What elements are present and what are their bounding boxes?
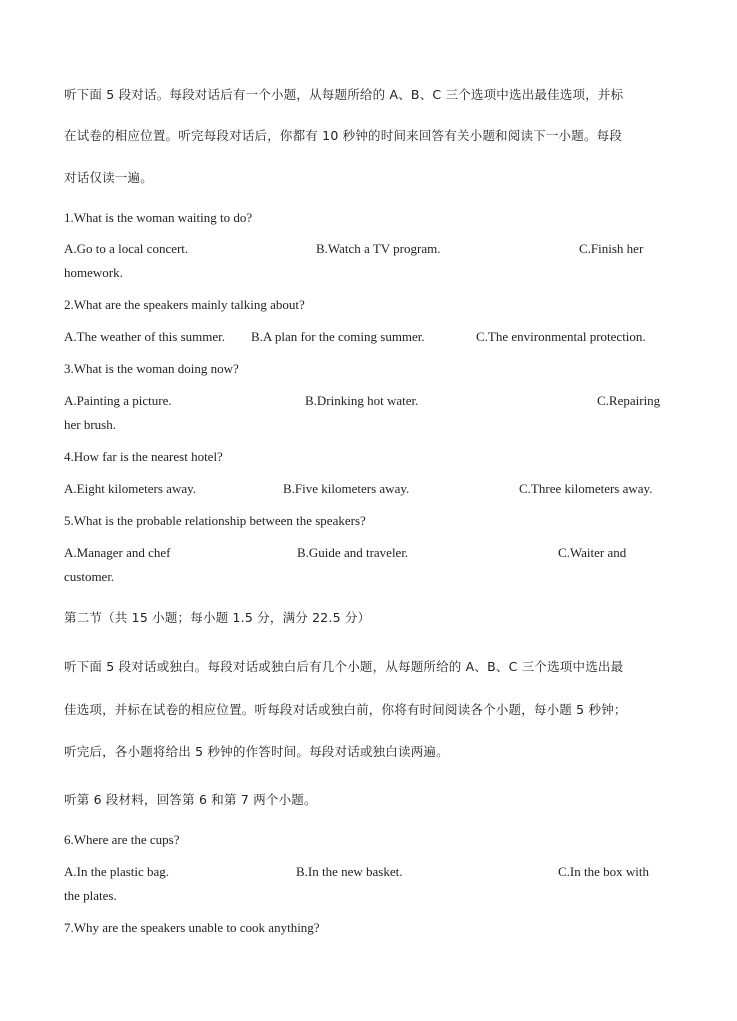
q1-option-c: C.Finish her bbox=[579, 241, 644, 256]
q4-option-b: B.Five kilometers away. bbox=[283, 481, 410, 496]
q1-option-b: B.Watch a TV program. bbox=[316, 241, 441, 256]
question-1: 1.What is the woman waiting to do? bbox=[64, 210, 253, 225]
question-7: 7.Why are the speakers unable to cook anything? bbox=[64, 920, 320, 935]
q2-option-a: A.The weather of this summer. bbox=[64, 329, 226, 344]
q6-option-b: B.In the new basket. bbox=[296, 864, 403, 879]
q3-option-c-continued: her brush. bbox=[64, 417, 116, 432]
section-2-intro-line-2: 佳选项，并标在试卷的相应位置。听每段对话或独白前，你将有时间阅读各个小题，每小题 5 秒钟； bbox=[64, 702, 627, 717]
q6-option-c-continued: the plates. bbox=[64, 888, 117, 903]
q6-option-c: C.In the box with bbox=[558, 864, 649, 879]
q4-option-c: C.Three kilometers away. bbox=[519, 481, 653, 496]
q1-option-c-continued: homework. bbox=[64, 265, 123, 280]
question-4: 4.How far is the nearest hotel? bbox=[64, 449, 223, 464]
q3-option-c: C.Repairing bbox=[597, 393, 661, 408]
q2-option-c: C.The environmental protection. bbox=[476, 329, 646, 344]
q5-option-c-continued: customer. bbox=[64, 569, 115, 584]
q3-option-a: A.Painting a picture. bbox=[64, 393, 172, 408]
intro-line-2: 在试卷的相应位置。听完每段对话后，你都有 10 秒钟的时间来回答有关小题和阅读下一小题。每段 bbox=[64, 128, 623, 143]
q5-option-b: B.Guide and traveler. bbox=[297, 545, 409, 560]
section-2-intro-line-3: 听完后，各小题将给出 5 秒钟的作答时间。每段对话或独白读两遍。 bbox=[64, 744, 449, 759]
q3-option-b: B.Drinking hot water. bbox=[305, 393, 419, 408]
q5-option-c: C.Waiter and bbox=[558, 545, 627, 560]
q2-option-b: B.A plan for the coming summer. bbox=[251, 329, 425, 344]
q5-option-a: A.Manager and chef bbox=[64, 545, 171, 560]
intro-line-1: 听下面 5 段对话。每段对话后有一个小题，从每题所给的 A、B、C 三个选项中选出最佳选项，并标 bbox=[64, 87, 624, 102]
question-6: 6.Where are the cups? bbox=[64, 832, 180, 847]
intro-line-3: 对话仅读一遍。 bbox=[64, 170, 153, 185]
q4-option-a: A.Eight kilometers away. bbox=[64, 481, 197, 496]
question-5: 5.What is the probable relationship between the speakers? bbox=[64, 513, 366, 528]
q1-option-a: A.Go to a local concert. bbox=[64, 241, 189, 256]
section-2-intro-line-1: 听下面 5 段对话或独白。每段对话或独白后有几个小题，从每题所给的 A、B、C 三个选项中选出最 bbox=[64, 659, 624, 674]
question-3: 3.What is the woman doing now? bbox=[64, 361, 239, 376]
q6-option-a: A.In the plastic bag. bbox=[64, 864, 170, 879]
question-2: 2.What are the speakers mainly talking about? bbox=[64, 297, 305, 312]
section-2-heading: 第二节（共 15 小题；每小题 1.5 分，满分 22.5 分） bbox=[64, 610, 371, 625]
material-note: 听第 6 段材料，回答第 6 和第 7 两个小题。 bbox=[64, 792, 317, 807]
